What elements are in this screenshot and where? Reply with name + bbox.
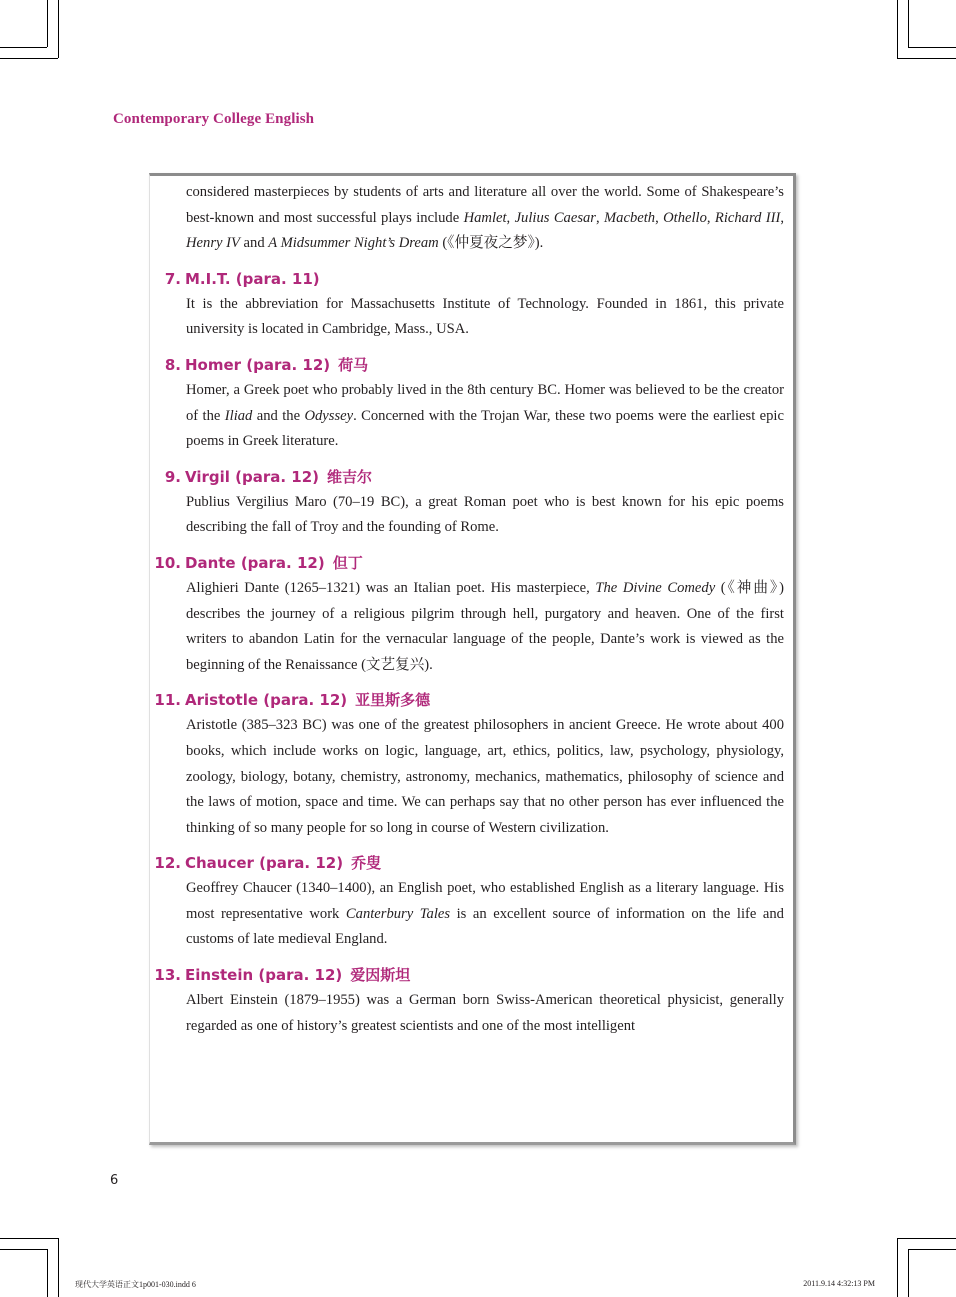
note-chinese-name: 爱因斯坦 <box>350 966 411 985</box>
body-text-run: and the <box>252 407 305 424</box>
note-chinese-name: 维吉尔 <box>327 467 373 486</box>
note-body <box>186 713 784 841</box>
crop-mark-top-right-v <box>897 0 898 58</box>
running-head: Contemporary College English <box>113 111 315 127</box>
italic-title-text: A Midsummer Night’s Dream <box>268 235 439 252</box>
italic-title-text: Hamlet <box>463 209 507 226</box>
note-number: 12. <box>154 854 181 873</box>
crop-mark-bottom-right-h <box>897 1238 956 1239</box>
body-text-run: (《仲夏夜之梦》). <box>438 235 544 252</box>
note-body <box>186 292 784 343</box>
note-heading <box>150 850 790 876</box>
slug-file-name: 现代大学英语正文1p001-030.indd 6 <box>75 1280 196 1289</box>
page-number: 6 <box>110 1173 119 1188</box>
crop-mark-top-left-v <box>58 0 59 58</box>
body-text-run: Albert Einstein (1879–1955) was a German born Swiss-American theoretical physicist, generally regarded as one of history’s greatest scientists and one of the most intelligent <box>186 992 784 1034</box>
note-title: Homer (para. 12) <box>185 355 331 374</box>
italic-title-text: Othello <box>663 209 707 226</box>
note-title: Einstein (para. 12) <box>185 966 343 985</box>
note-heading <box>150 962 790 988</box>
note-item <box>150 687 790 841</box>
body-text-run: . Concerned with the Trojan War, these two poems were the earliest epic poems in Greek literature. <box>186 407 784 450</box>
note-heading <box>150 266 790 292</box>
body-text-run: , <box>780 209 785 226</box>
note-heading <box>150 550 790 576</box>
crop-mark-top-left-v2 <box>47 0 48 47</box>
note-number: 11. <box>154 691 181 710</box>
body-text-run: considered masterpieces by students of arts and literature all over the world. Some of Shakespeare’s best-known and most successful plays include <box>186 184 784 226</box>
crop-mark-top-left-h <box>0 47 47 48</box>
note-item <box>150 850 790 953</box>
body-text-run: and <box>239 235 269 252</box>
note-number: 7. <box>164 269 181 288</box>
italic-title-text: Richard III <box>714 209 781 226</box>
note-title: M.I.T. (para. 11) <box>185 269 320 288</box>
note-number: 10. <box>154 553 181 572</box>
crop-mark-top-right-v2 <box>908 0 909 47</box>
notes-content <box>150 180 790 1039</box>
note-number: 9. <box>164 467 181 486</box>
note-title: Dante (para. 12) <box>185 553 325 572</box>
italic-title-text: Henry IV <box>186 235 240 252</box>
note-heading <box>150 464 790 490</box>
crop-mark-top-left-h2 <box>0 58 58 59</box>
crop-mark-bottom-right-v2 <box>908 1249 909 1297</box>
note-body <box>186 988 784 1039</box>
body-text-run: , <box>706 209 715 226</box>
body-text-run: Alighieri Dante (1265–1321) was an Italian poet. His masterpiece, <box>186 579 596 596</box>
note-item <box>150 464 790 541</box>
italic-title-text: Canterbury Tales <box>345 905 451 922</box>
note-chinese-name: 亚里斯多德 <box>355 691 431 710</box>
note-item <box>150 352 790 455</box>
note-body <box>186 490 784 541</box>
note-chinese-name: 但丁 <box>332 553 363 572</box>
body-text-run: (《神曲》) describes the journey of a religious pilgrim through hell, purgatory and heaven. One of the first writers to abandon Latin for the vernacular language of the people, Dante’s work is viewed as the beginning of the Renaissance (文艺复兴). <box>186 579 784 673</box>
note-number: 13. <box>154 966 181 985</box>
continuation-paragraph <box>186 180 784 257</box>
note-number: 8. <box>164 355 181 374</box>
italic-title-text: Iliad <box>224 407 253 424</box>
body-text-run: is an excellent source of information on the life and customs of late medieval England. <box>186 905 784 948</box>
note-title: Aristotle (para. 12) <box>185 691 348 710</box>
body-text-run: , <box>595 209 605 226</box>
body-text-run: Publius Vergilius Maro (70–19 BC), a great Roman poet who is best known for his epic poems describing the fall of Troy and the founding of Rome. <box>186 493 784 536</box>
crop-mark-bottom-left-v2 <box>47 1249 48 1297</box>
crop-mark-bottom-right-h2 <box>908 1249 956 1250</box>
body-text-run: Aristotle (385–323 BC) was one of the greatest philosophers in ancient Greece. He wrote about 400 books, which include works on logic, language, art, ethics, politics, law, psychology, physiology, zoology, biology, botany, chemistry, astronomy, mechanics, mathematics, philosophy of science and the laws of motion, space and time. We can perhaps say that no other person has ever influenced the thinking of so many people for so long in course of Western civilization. <box>186 717 784 836</box>
italic-title-text: The Divine Comedy <box>595 579 716 596</box>
note-heading <box>150 352 790 378</box>
body-text-run: Homer, a Greek poet who probably lived in the 8th century BC. Homer was believed to be the creator of the <box>186 381 784 424</box>
note-body <box>186 876 784 953</box>
italic-title-text: Julius Caesar <box>514 209 596 226</box>
notes-list <box>150 266 790 1039</box>
slug-timestamp: 2011.9.14 4:32:13 PM <box>803 1279 875 1288</box>
note-chinese-name: 乔叟 <box>351 854 382 873</box>
italic-title-text: Macbeth <box>604 209 656 226</box>
note-body <box>186 576 784 678</box>
body-text-run: , <box>506 209 515 226</box>
body-text-run: It is the abbreviation for Massachusetts Institute of Technology. Founded in 1861, this private university is located in Cambridge, Mass., USA. <box>186 295 784 338</box>
note-body <box>186 378 784 455</box>
italic-title-text: Odyssey <box>304 407 354 424</box>
note-item <box>150 550 790 678</box>
crop-mark-top-right-h2 <box>897 58 956 59</box>
crop-mark-bottom-left-h <box>0 1238 58 1239</box>
note-title: Chaucer (para. 12) <box>185 854 344 873</box>
body-text-run: Geoffrey Chaucer (1340–1400), an English poet, who established English as a literary language. His most representative work <box>186 880 784 922</box>
crop-mark-top-right-h <box>908 47 956 48</box>
note-title: Virgil (para. 12) <box>185 467 320 486</box>
note-item <box>150 962 790 1039</box>
note-chinese-name: 荷马 <box>338 355 369 374</box>
body-text-run: , <box>655 209 664 226</box>
note-heading <box>150 687 790 713</box>
note-item <box>150 266 790 343</box>
crop-mark-bottom-left-v <box>58 1238 59 1297</box>
crop-mark-bottom-right-v <box>897 1238 898 1297</box>
crop-mark-bottom-left-h2 <box>0 1249 47 1250</box>
